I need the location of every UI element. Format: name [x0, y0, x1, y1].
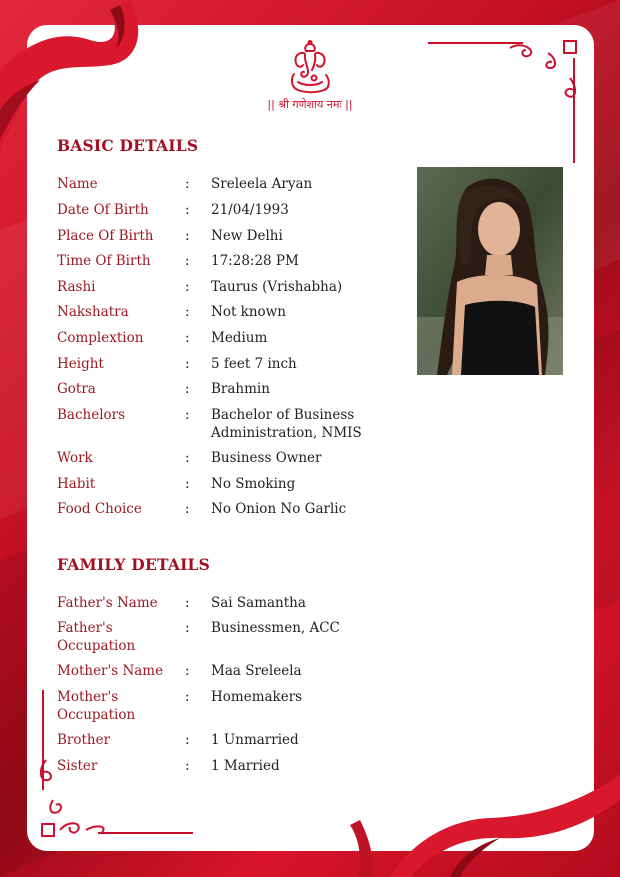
basic-detail-label: Name: [57, 176, 98, 192]
colon-separator: :: [185, 176, 190, 192]
basic-detail-value: 21/04/1993: [211, 202, 289, 218]
basic-detail-value: 17:28:28 PM: [211, 253, 299, 269]
basic-detail-label: Complextion: [57, 330, 144, 346]
profile-photo: [417, 167, 563, 375]
ribbon-bottom-right: [350, 770, 620, 877]
family-detail-value: 1 Unmarried: [211, 732, 299, 748]
family-detail-label: Mother's Occupation: [57, 689, 136, 723]
basic-detail-label: Height: [57, 356, 104, 372]
basic-detail-value: 5 feet 7 inch: [211, 356, 297, 372]
basic-detail-label: Time Of Birth: [57, 253, 151, 269]
family-detail-label: Father's Name: [57, 595, 158, 611]
family-detail-label: Brother: [57, 732, 111, 748]
basic-detail-value: Bachelor of Business Administration, NMIS: [211, 407, 362, 441]
colon-separator: :: [185, 202, 190, 218]
family-detail-label: Father's Occupation: [57, 620, 136, 654]
basic-detail-label: Place Of Birth: [57, 228, 154, 244]
colon-separator: :: [185, 732, 190, 748]
basic-detail-label: Date Of Birth: [57, 202, 149, 218]
basic-detail-value: Brahmin: [211, 381, 270, 397]
colon-separator: :: [185, 253, 190, 269]
family-detail-value: Homemakers: [211, 689, 303, 705]
basic-detail-label: Nakshatra: [57, 304, 129, 320]
family-detail-value: Maa Sreleela: [211, 663, 302, 679]
colon-separator: :: [185, 595, 190, 611]
basic-detail-value: No Smoking: [211, 476, 296, 492]
basic-detail-value: No Onion No Garlic: [211, 501, 347, 517]
colon-separator: :: [185, 758, 190, 774]
basic-detail-value: New Delhi: [211, 228, 283, 244]
colon-separator: :: [185, 476, 190, 492]
basic-detail-value: Taurus (Vrishabha): [211, 279, 343, 295]
basic-detail-value: Medium: [211, 330, 268, 346]
colon-separator: :: [185, 450, 190, 466]
colon-separator: :: [185, 330, 190, 346]
colon-separator: :: [185, 620, 190, 636]
family-detail-value: Sai Samantha: [211, 595, 306, 611]
colon-separator: :: [185, 663, 190, 679]
basic-detail-label: Rashi: [57, 279, 96, 295]
basic-detail-label: Food Choice: [57, 501, 142, 517]
family-details-title: FAMILY DETAILS: [57, 555, 211, 574]
basic-detail-value: Business Owner: [211, 450, 322, 466]
colon-separator: :: [185, 304, 190, 320]
colon-separator: :: [185, 279, 190, 295]
basic-detail-label: Gotra: [57, 381, 96, 397]
basic-detail-label: Work: [57, 450, 93, 466]
ganesha-icon: [284, 40, 336, 95]
family-detail-value: Businessmen, ACC: [211, 620, 340, 636]
colon-separator: :: [185, 356, 190, 372]
basic-detail-label: Habit: [57, 476, 96, 492]
family-detail-value: 1 Married: [211, 758, 280, 774]
basic-detail-value: Not known: [211, 304, 286, 320]
colon-separator: :: [185, 689, 190, 705]
colon-separator: :: [185, 381, 190, 397]
family-detail-label: Mother's Name: [57, 663, 164, 679]
family-detail-label: Sister: [57, 758, 98, 774]
colon-separator: :: [185, 501, 190, 517]
colon-separator: :: [185, 407, 190, 423]
basic-detail-label: Bachelors: [57, 407, 126, 423]
basic-details-title: BASIC DETAILS: [57, 136, 199, 155]
basic-detail-value: Sreleela Aryan: [211, 176, 313, 192]
mantra-text: || श्री गणेशाय नमः ||: [267, 98, 353, 111]
colon-separator: :: [185, 228, 190, 244]
